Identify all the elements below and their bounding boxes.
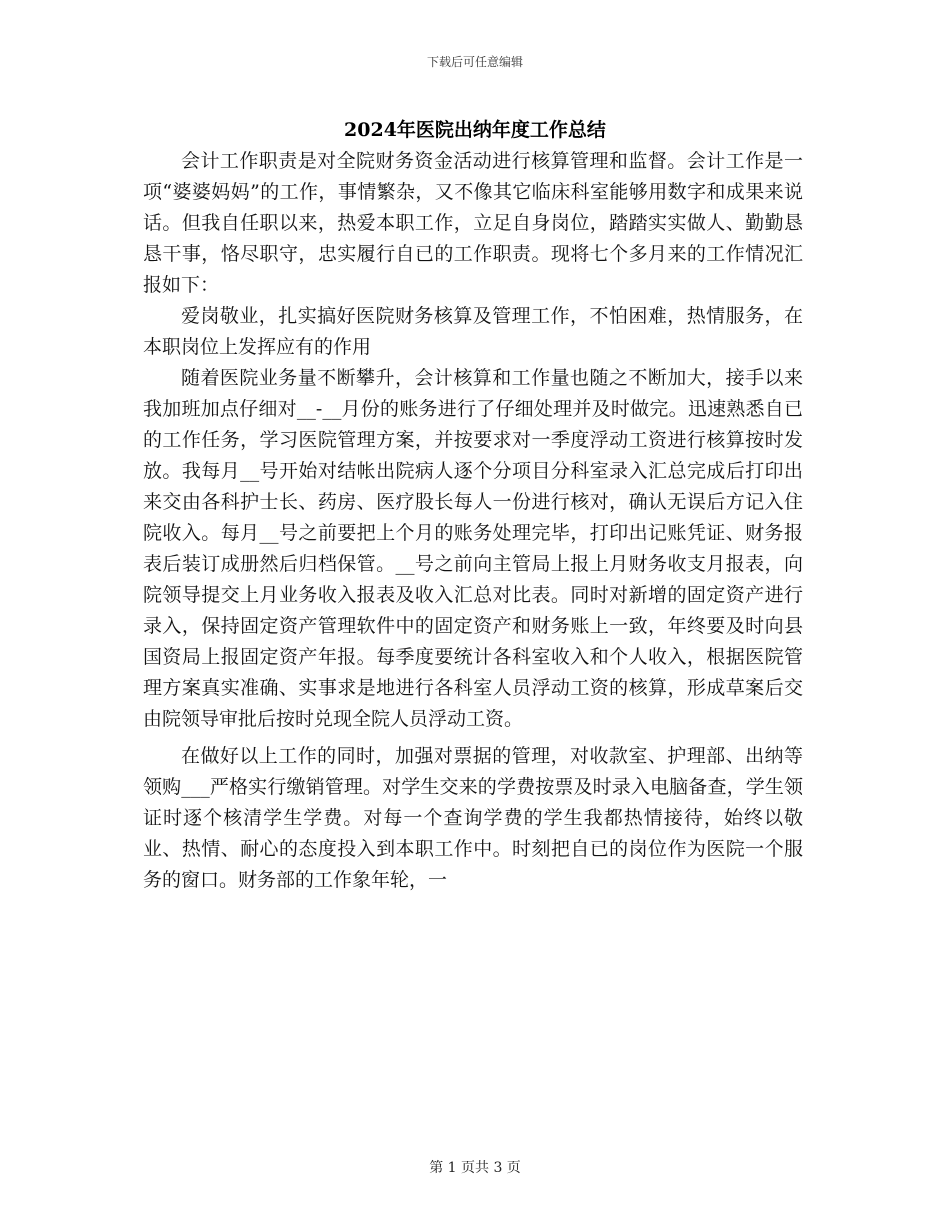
paragraph-receipt-management: 在做好以上工作的同时，加强对票据的管理，对收款室、护理部、出纳等领购___严格实行缴销管理。对学生交来的学费按票及时录入电脑备查，学生领证时逐个核清学生学费。对每一个查询学费的学生我都热情接待，始终以敬业、热情、耐心的态度投入到本职工作中。时刻把自已的岗位作为医院一个服务的窗口。财务部的工作象年轮，一 bbox=[143, 745, 803, 891]
paragraph-intro: 会计工作职责是对全院财务资金活动进行核算管理和监督。会计工作是一项“婆婆妈妈”的工作，事情繁杂，又不像其它临床科室能够用数字和成果来说话。但我自任职以来，热爱本职工作，立足自身岗位，踏踏实实做人、勤勤恳恳干事，恪尽职守，忠实履行自已的工作职责。现将七个多月来的工作情况汇报如下： bbox=[143, 150, 803, 296]
paragraph-accounting-work: 随着医院业务量不断攀升，会计核算和工作量也随之不断加大，接手以来我加班加点仔细对__-__月份的账务进行了仔细处理并及时做完。迅速熟悉自已的工作任务，学习医院管理方案，并按要求对一季度浮动工资进行核算按时发放。我每月__号开始对结帐出院病人逐个分项目分科室录入汇总完成后打印出来交由各科护士长、药房、医疗股长每人一份进行核对，确认无误后方记入住院收入。每月__号之前要把上个月的账务处理完毕，打印出记账凭证、财务报表后装订成册然后归档保管。__号之前向主管局上报上月财务收支月报表，向院领导提交上月业务收入报表及收入汇总对比表。同时对新增的固定资产进行录入，保持固定资产管理软件中的固定资产和财务账上一致，年终要及时向县国资局上报固定资产年报。每季度要统计各科室收入和个人收入，根据医院管理方案真实准确、实事求是地进行各科室人员浮动工资的核算，形成草案后交由院领导审批后按时兑现全院人员浮动工资。 bbox=[143, 367, 803, 730]
document-body bbox=[143, 146, 803, 896]
page-header-note: 下载后可任意编辑 bbox=[426, 55, 523, 69]
paragraph-section-heading: 爱岗敬业，扎实搞好医院财务核算及管理工作，不怕困难，热情服务，在本职岗位上发挥应有的作用 bbox=[143, 305, 803, 358]
page-number-footer: 第 1 页共 3 页 bbox=[429, 1160, 521, 1176]
document-title: 2024年医院出纳年度工作总结 bbox=[344, 119, 606, 141]
